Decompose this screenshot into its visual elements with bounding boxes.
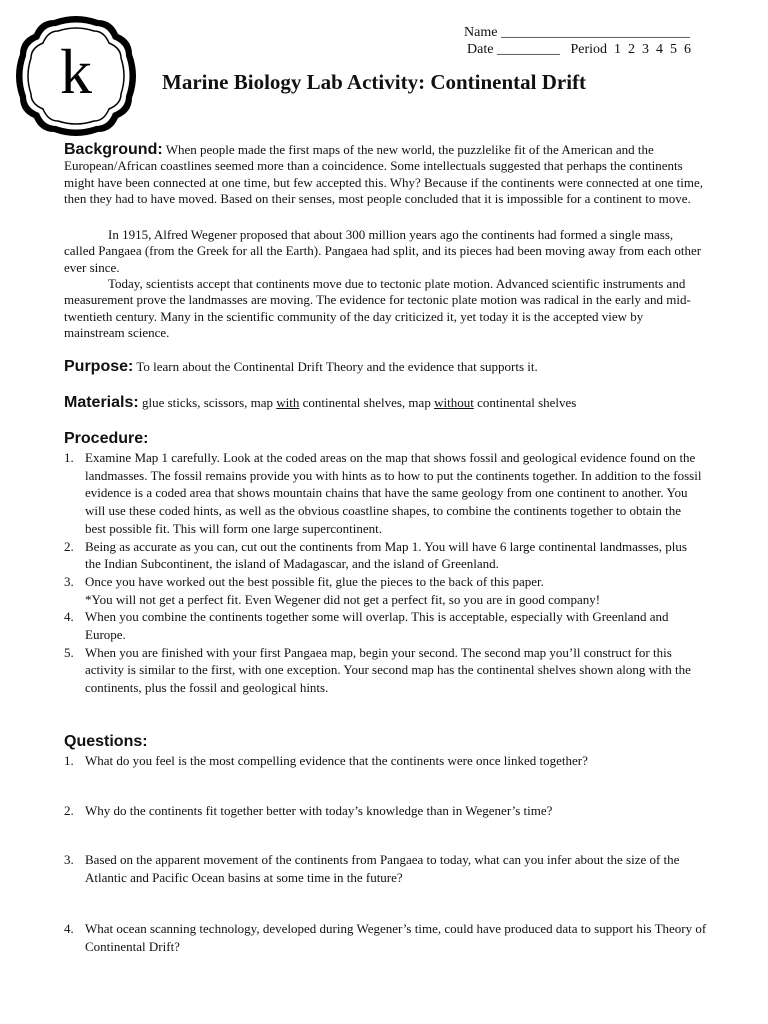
materials-with: with xyxy=(276,395,300,410)
question-number: 3. xyxy=(64,852,74,867)
question-text: What do you feel is the most compelling evidence that the continents were once linked together? xyxy=(85,753,588,768)
question-item xyxy=(64,851,714,887)
step-text: When you are finished with your first Pangaea map, begin your second. The second map you’ll construct for this activity is similar to the first, with one exception. Your second map has the continental shelves shown along with the continents, plus the fossil and geological hints. xyxy=(85,644,691,696)
procedure-step xyxy=(64,449,704,538)
materials-section xyxy=(64,393,724,413)
materials-text-2: continental shelves, map xyxy=(302,395,431,410)
question-number: 1. xyxy=(64,753,74,768)
question-text: What ocean scanning technology, developed during Wegener’s time, could have produced data to support his Theory of Continental Drift? xyxy=(85,921,707,954)
materials-heading: Materials: xyxy=(64,394,139,411)
question-item xyxy=(64,752,714,770)
logo-letter: k xyxy=(60,36,92,107)
background-heading: Background: xyxy=(64,141,163,158)
procedure-step xyxy=(64,573,704,608)
question-number: 4. xyxy=(64,921,74,936)
purpose-heading: Purpose: xyxy=(64,358,134,375)
procedure-list xyxy=(64,449,704,697)
materials-text-1: glue sticks, scissors, map xyxy=(141,395,274,410)
date-label: Date xyxy=(467,42,494,57)
step-number: 1. xyxy=(64,450,74,465)
background-paragraph-1 xyxy=(64,142,704,208)
period-numbers[interactable]: 1 2 3 4 5 6 xyxy=(614,42,691,57)
step-text: Once you have worked out the best possible fit, glue the pieces to the back of this paper. xyxy=(85,573,544,589)
period-label: Period xyxy=(570,42,607,57)
step-number: 2. xyxy=(64,538,74,554)
question-text: Based on the apparent movement of the continents from Pangaea to today, what can you infer about the size of the Atlantic and Pacific Ocean basins at some time in the future? xyxy=(85,852,680,885)
question-item xyxy=(64,802,714,820)
purpose-section xyxy=(64,357,724,377)
name-field-row xyxy=(464,25,690,41)
background-text-1: When people made the first maps of the new world, the puzzlelike fit of the American and the European/African coastlines seemed more than a coincidence. Some intellectuals suggested that perhaps the continents might have been connected at one time, but few accepted this. Why? Because if the continents were connected at one time, then they had to have moved. Based on their senses, most people concluded that it is impossible for a continent to move. xyxy=(64,142,704,207)
step-number: 3. xyxy=(64,573,74,589)
questions-heading: Questions: xyxy=(64,733,148,750)
step-number: 4. xyxy=(64,609,74,625)
question-number: 2. xyxy=(64,803,74,818)
date-blank[interactable]: _________ xyxy=(496,42,560,57)
step-text: Being as accurate as you can, cut out the continents from Map 1. You will have 6 large continental landmasses, plus the Indian Subcontinent, the island of Madagascar, and the island of Greenland. xyxy=(85,538,687,572)
background-paragraph-3: Today, scientists accept that continents move due to tectonic plate motion. Advanced scientific instruments and measurement prove the landmasses are moving. The evidence for tectonic plate motion was radical in the early and mid-twentieth century. Many in the scientific community of the day criticized it, yet today it is the accepted view by mainstream science. xyxy=(64,276,691,341)
background-paragraph-2: In 1915, Alfred Wegener proposed that about 300 million years ago the continents had formed a single mass, called Pangaea (from the Greek for all the Earth). Pangaea had split, and its pieces had been moving away from each other ever since. xyxy=(64,227,702,275)
materials-text-3: continental shelves xyxy=(477,395,577,410)
question-item xyxy=(64,920,714,956)
step-text: When you combine the continents together some will overlap. This is acceptable, especially with Greenland and Europe. xyxy=(85,609,669,643)
procedure-step xyxy=(64,644,704,697)
question-text: Why do the continents fit together better with today’s knowledge than in Wegener’s time? xyxy=(85,803,553,818)
name-blank[interactable]: ___________________________ xyxy=(500,25,690,40)
step-note: *You will not get a perfect fit. Even Wegener did not get a perfect fit, so you are in good company! xyxy=(85,591,601,607)
name-label: Name xyxy=(464,25,498,40)
date-period-row xyxy=(467,42,691,58)
scalloped-logo xyxy=(14,14,138,138)
step-number: 5. xyxy=(64,644,74,660)
page-title: Marine Biology Lab Activity: Continental Drift xyxy=(162,70,587,94)
procedure-step xyxy=(64,538,704,573)
step-text: Examine Map 1 carefully. Look at the coded areas on the map that shows fossil and geological evidence found on the landmasses. The fossil remains provide you with hints as to how to put the continents together. In addition to the fossil evidence is a coded area that shows mountain chains that have the same geology from one continent to another. You will use these coded hints, as well as the obvious coastline shapes, to combine the continents together to obtain the best possible fit. This will form one large supercontinent. xyxy=(85,450,702,536)
procedure-step xyxy=(64,608,704,643)
materials-without: without xyxy=(434,395,474,410)
purpose-text: To learn about the Continental Drift Theory and the evidence that supports it. xyxy=(136,359,538,374)
procedure-heading: Procedure: xyxy=(64,430,149,447)
